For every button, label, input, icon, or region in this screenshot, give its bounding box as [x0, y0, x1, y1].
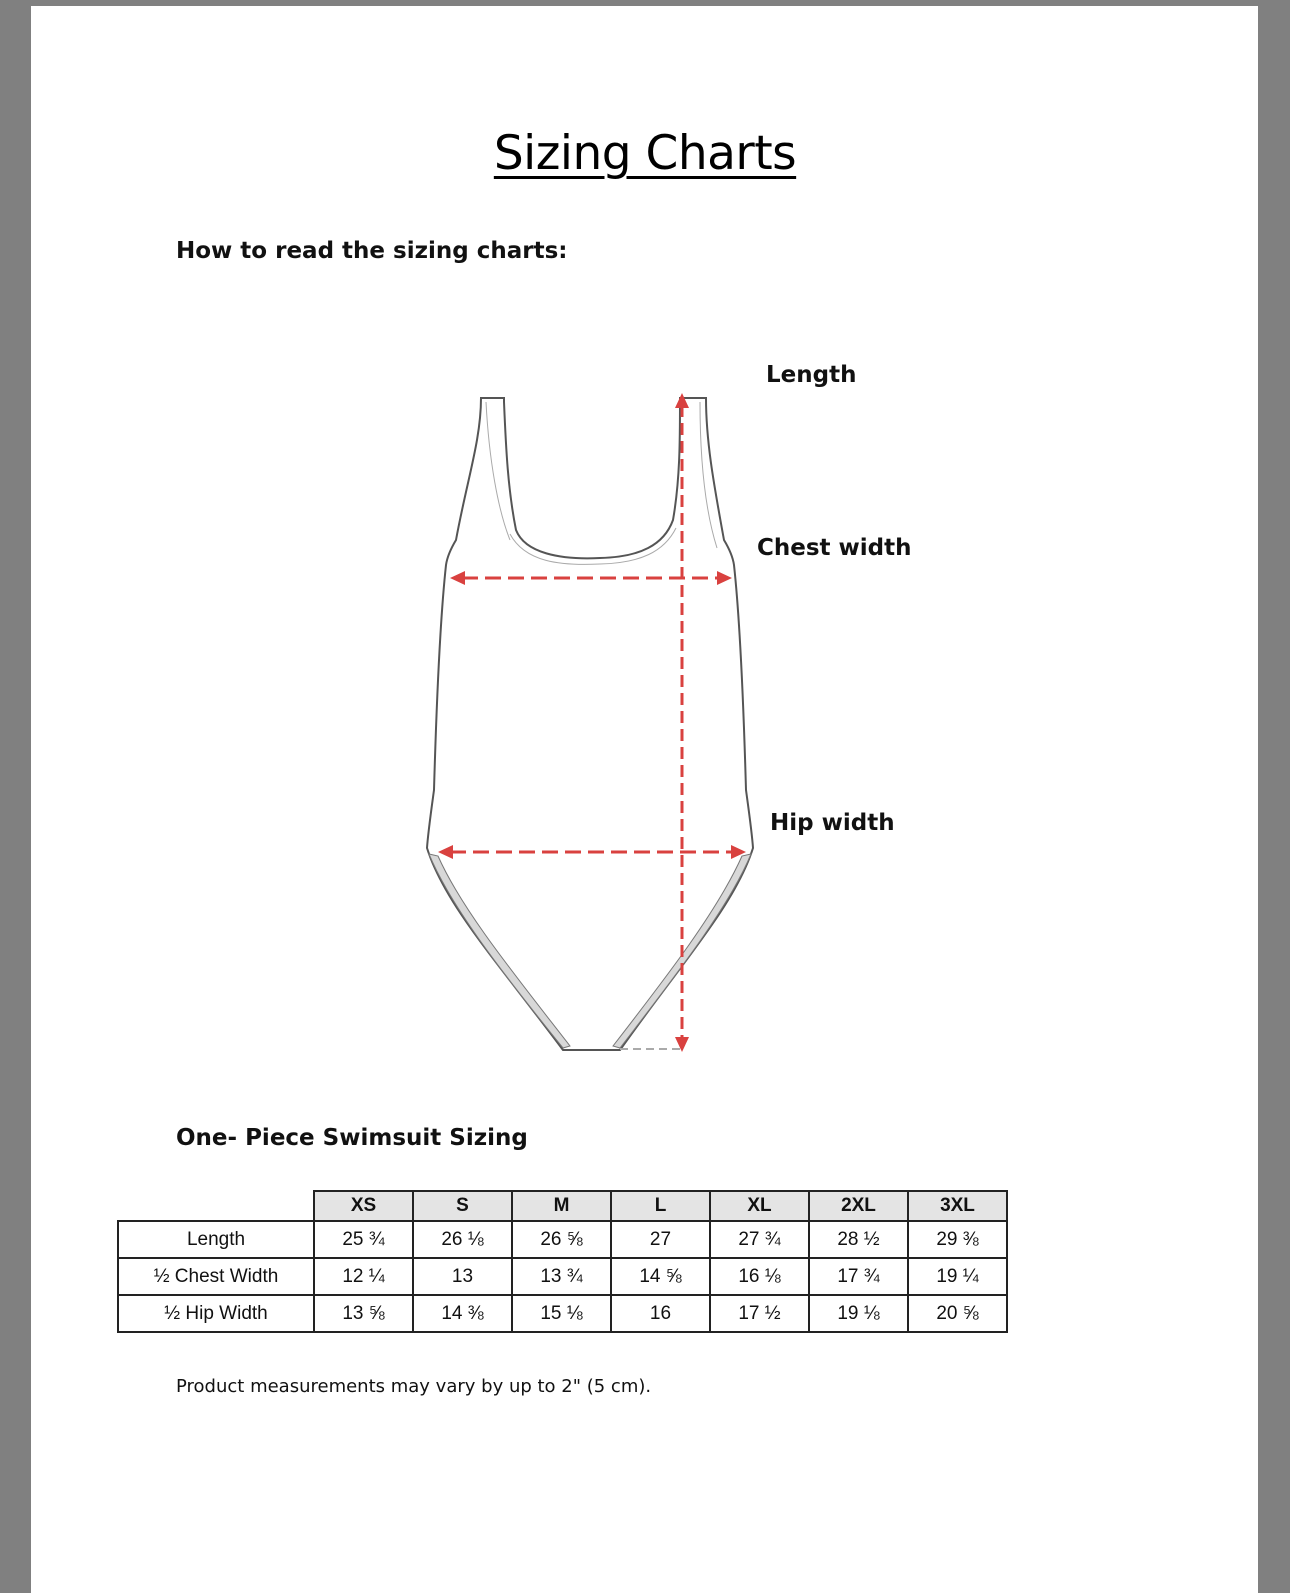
table-row: [118, 1295, 1007, 1332]
hip-width-label: Hip width: [770, 810, 895, 836]
table-cell: 15 ⅛: [512, 1295, 611, 1332]
sizing-table: [117, 1190, 1008, 1333]
table-cell: 19 ¼: [908, 1258, 1007, 1295]
table-cell: 28 ½: [809, 1221, 908, 1258]
table-cell: 19 ⅛: [809, 1295, 908, 1332]
size-header: S: [413, 1191, 512, 1221]
table-cell: 12 ¼: [314, 1258, 413, 1295]
size-header: 2XL: [809, 1191, 908, 1221]
header-corner: [118, 1191, 314, 1221]
table-cell: 16 ⅛: [710, 1258, 809, 1295]
size-header: XS: [314, 1191, 413, 1221]
chest-width-label: Chest width: [757, 535, 912, 561]
row-label: Length: [118, 1221, 314, 1258]
table-cell: 14 ⅝: [611, 1258, 710, 1295]
table-cell: 26 ⅛: [413, 1221, 512, 1258]
table-title: One- Piece Swimsuit Sizing: [176, 1125, 528, 1151]
table-cell: 26 ⅝: [512, 1221, 611, 1258]
table-cell: 29 ⅜: [908, 1221, 1007, 1258]
table-cell: 17 ½: [710, 1295, 809, 1332]
table-cell: 13 ⅝: [314, 1295, 413, 1332]
table-cell: 13 ¾: [512, 1258, 611, 1295]
table-cell: 27 ¾: [710, 1221, 809, 1258]
size-header-row: [118, 1191, 1007, 1221]
size-header: L: [611, 1191, 710, 1221]
how-to-heading: How to read the sizing charts:: [176, 238, 568, 264]
size-header: 3XL: [908, 1191, 1007, 1221]
table-row: [118, 1258, 1007, 1295]
table-cell: 14 ⅜: [413, 1295, 512, 1332]
row-label: ½ Chest Width: [118, 1258, 314, 1295]
table-cell: 13: [413, 1258, 512, 1295]
table-cell: 27: [611, 1221, 710, 1258]
size-header: XL: [710, 1191, 809, 1221]
table-cell: 17 ¾: [809, 1258, 908, 1295]
page-title: Sizing Charts: [493, 126, 797, 181]
length-label: Length: [766, 362, 857, 388]
table-row: [118, 1221, 1007, 1258]
table-cell: 25 ¾: [314, 1221, 413, 1258]
size-header: M: [512, 1191, 611, 1221]
swimsuit-outline: [427, 398, 753, 1050]
row-label: ½ Hip Width: [118, 1295, 314, 1332]
measurement-note: Product measurements may vary by up to 2" (5 cm).: [176, 1376, 652, 1397]
table-cell: 16: [611, 1295, 710, 1332]
table-cell: 20 ⅝: [908, 1295, 1007, 1332]
